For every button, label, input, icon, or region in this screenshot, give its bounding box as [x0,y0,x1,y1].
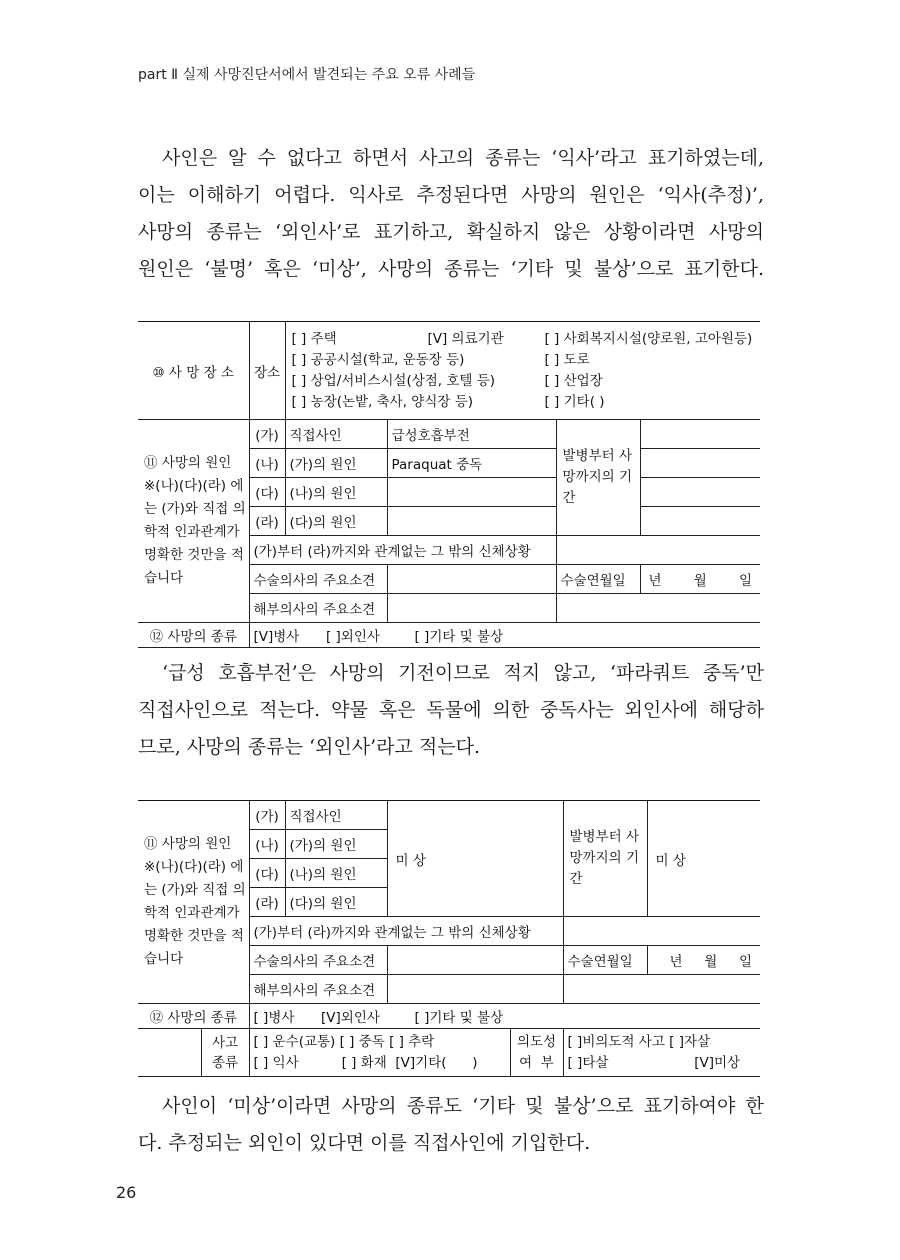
place-option: [ ] 도로 [544,351,590,368]
surgery-date-label: 수술연월일 [556,565,640,594]
kind-option: [ ]기타 및 불상 [414,1010,504,1026]
surgery-date-label: 수술연월일 [563,946,647,975]
year-label: 년 [648,573,662,589]
surgeon-findings-value [387,946,563,975]
cause-code: (나) [249,449,285,478]
cause-label: ⑪ 사망의 원인 ※(나)(다)(라) 에는 (가)와 직접 의학적 인과관계가 명확한 것만을 적습니다 [138,420,249,623]
paragraph-1 [138,140,764,288]
paragraph-line: 직접사인으로 적는다. 약물 혹은 독물에 의한 중독사는 외인사에 해당하 [138,699,764,721]
autopsy-empty [563,975,760,1004]
cause-row-label: (가)의 원인 [285,830,387,859]
paragraph-line: ‘급성 호흡부전’은 사망의 기전이므로 적지 않고, ‘파라쿼트 중독’만 [162,662,764,684]
onset-value [640,478,760,507]
intent-label: 의도성 여 부 [510,1029,563,1077]
accident-options-line: [ ] 운수(교통) [ ] 중독 [ ] 추락 [253,1033,435,1050]
kind-option: [ ]외인사 [325,629,380,645]
autopsy-findings-value [387,594,556,623]
paragraph-3 [138,1088,764,1162]
year-label: 년 [669,954,683,970]
place-options [285,322,760,420]
page-number: 26 [116,1183,137,1202]
cause-code: (가) [249,420,285,449]
accident-options-line: [ ] 익사 [ ] 화재 [V]기타( ) [253,1054,478,1071]
onset-label: 발병부터 사망까지의 기간 [556,420,640,536]
death-kind-label: ⑫ 사망의 종류 [138,1004,249,1029]
accident-type-label: 사고 종류 [201,1029,249,1077]
place-label: ⑩ 사 망 장 소 [138,322,249,420]
paragraph-2 [138,655,764,766]
intent-options-line: [ ]비의도적 사고 [ ]자살 [567,1033,711,1050]
day-label: 일 [738,573,752,589]
autopsy-findings-label: 해부의사의 주요소견 [249,594,387,623]
place-option: [ ] 주택 [291,330,337,347]
kind-option: [V]병사 [253,629,300,645]
cause-row-label: 직접사인 [285,420,387,449]
cause-label: ⑪ 사망의 원인 ※(나)(다)(라) 에는 (가)와 직접 의학적 인과관계가 명확한 것만을 적습니다 [138,801,249,1004]
cause-code: (다) [249,859,285,888]
cause-row-label: (가)의 원인 [285,449,387,478]
day-label: 일 [738,954,752,970]
cause-code: (나) [249,830,285,859]
cause-code: (가) [249,801,285,830]
kind-option: [V]외인사 [321,1010,380,1026]
cause-row-label: (나)의 원인 [285,859,387,888]
unrelated-conditions-value [556,536,760,565]
month-label: 월 [693,573,707,589]
kind-option: [ ]기타 및 불상 [414,629,504,645]
death-certificate-form-1 [138,321,760,648]
surgeon-findings-label: 수술의사의 주요소견 [249,565,387,594]
death-certificate-form-2 [138,800,760,1077]
place-sub-label: 장소 [249,322,285,420]
death-kind-label: ⑫ 사망의 종류 [138,623,249,648]
cause-value [387,507,556,536]
paragraph-line: 사망의 종류는 ‘외인사’로 표기하고, 확실하지 않은 상황이라면 사망의 [138,221,764,243]
place-option: [ ] 공공시설(학교, 운동장 등) [291,351,465,368]
autopsy-empty [556,594,760,623]
place-option: [ ] 기타( ) [544,393,605,410]
death-kind-options [249,623,760,648]
unrelated-conditions-label: (가)부터 (라)까지와 관계없는 그 밖의 신체상황 [249,917,563,946]
place-option: [ ] 사회복지시설(양로원, 고아원등) [544,330,753,347]
paragraph-line: 다. 추정되는 외인이 있다면 이를 직접사인에 기입한다. [138,1132,591,1154]
accident-spacer [138,1029,201,1077]
running-header: part Ⅱ 실제 사망진단서에서 발견되는 주요 오류 사례들 [138,67,476,83]
place-option: [ ] 상업/서비스시설(상점, 호텔 등) [291,372,496,389]
accident-type-options [249,1029,510,1077]
cause-code: (라) [249,888,285,917]
cause-row-label: (다)의 원인 [285,507,387,536]
cause-row-label: (나)의 원인 [285,478,387,507]
paragraph-line: 므로, 사망의 종류는 ‘외인사’라고 적는다. [138,736,480,758]
surgery-date-value [640,565,760,594]
unrelated-conditions-label: (가)부터 (라)까지와 관계없는 그 밖의 신체상황 [249,536,556,565]
paragraph-line: 사인은 알 수 없다고 하면서 사고의 종류는 ‘익사’라고 표기하였는데, [162,147,764,169]
autopsy-findings-value [387,975,563,1004]
cause-value [387,478,556,507]
cause-code: (라) [249,507,285,536]
surgeon-findings-label: 수술의사의 주요소견 [249,946,387,975]
place-option: [ ] 농장(논밭, 축사, 양식장 등) [291,393,474,410]
onset-value [640,507,760,536]
unrelated-conditions-value [563,917,760,946]
cause-value: 미 상 [387,801,563,917]
autopsy-findings-label: 해부의사의 주요소견 [249,975,387,1004]
place-option: [V] 의료기관 [427,330,504,347]
intent-options-line: [ ]타살 [V]미상 [567,1054,741,1071]
paragraph-line: 원인은 ‘불명’ 혹은 ‘미상’, 사망의 종류는 ‘기타 및 불상’으로 표기한다. [138,258,764,280]
surgeon-findings-value [387,565,556,594]
onset-value [640,449,760,478]
onset-value: 미 상 [647,801,760,917]
cause-value: Paraquat 중독 [387,449,556,478]
month-label: 월 [704,954,718,970]
surgery-date-value [647,946,760,975]
paragraph-line: 사인이 ‘미상’이라면 사망의 종류도 ‘기타 및 불상’으로 표기하여야 한 [162,1095,764,1117]
intent-options [563,1029,760,1077]
cause-value: 급성호흡부전 [387,420,556,449]
cause-row-label: 직접사인 [285,801,387,830]
onset-label: 발병부터 사망까지의 기간 [563,801,647,917]
onset-value [640,420,760,449]
death-kind-options [249,1004,760,1029]
cause-code: (다) [249,478,285,507]
paragraph-line: 이는 이해하기 어렵다. 익사로 추정된다면 사망의 원인은 ‘익사(추정)’, [138,184,764,206]
kind-option: [ ]병사 [253,1010,295,1026]
place-option: [ ] 산업장 [544,372,603,389]
cause-row-label: (다)의 원인 [285,888,387,917]
